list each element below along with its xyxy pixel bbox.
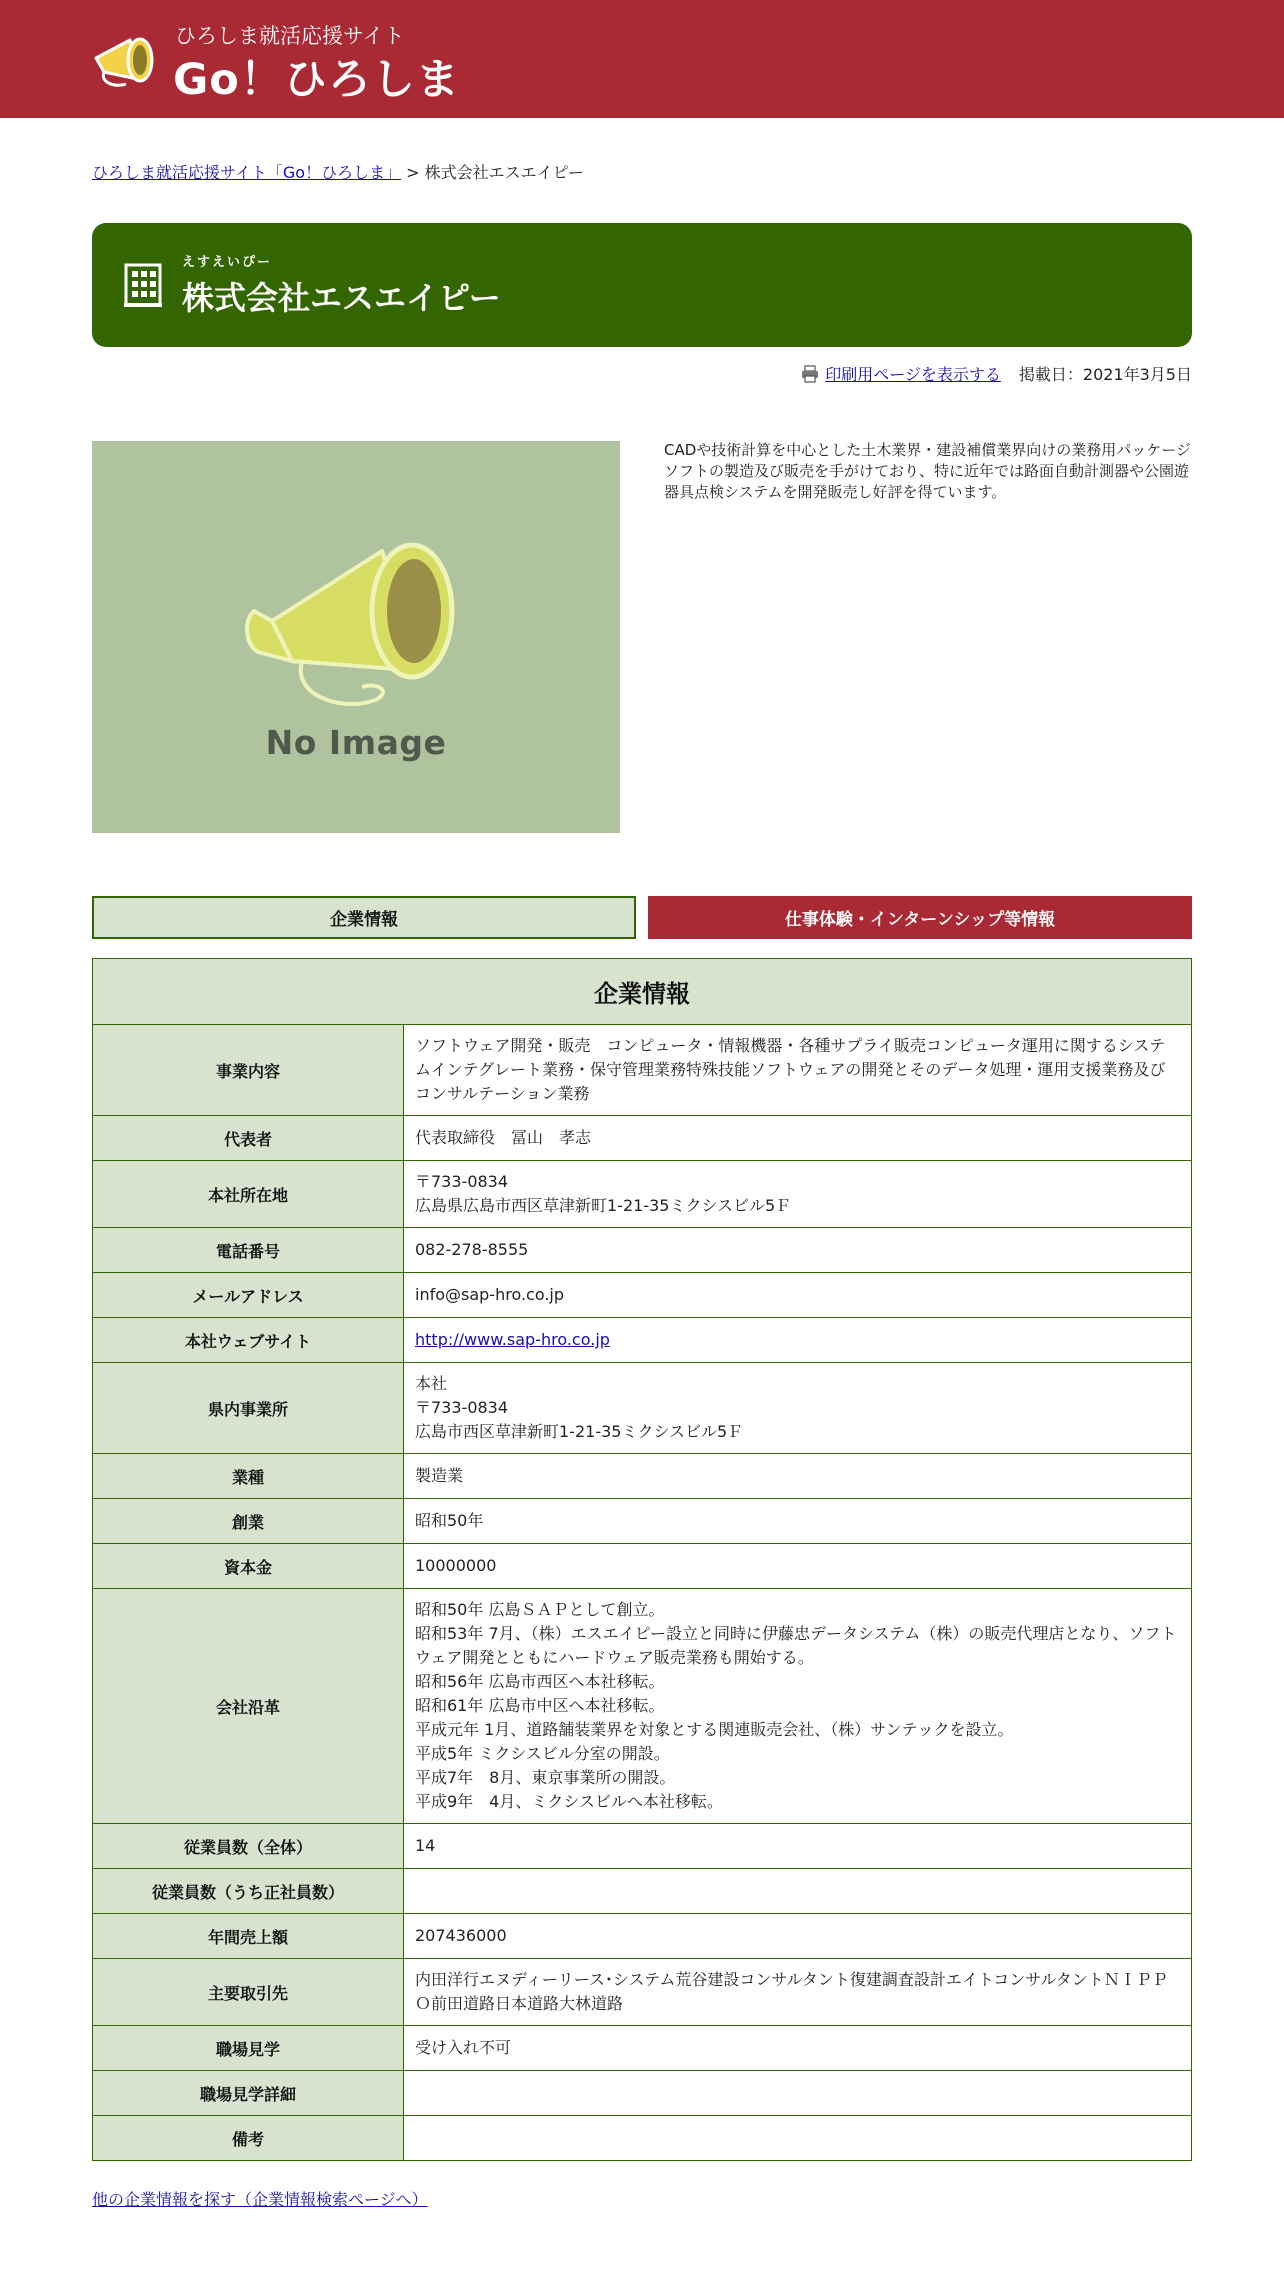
table-row — [93, 1544, 1192, 1589]
row-value — [404, 2116, 1192, 2161]
tab-company-info[interactable]: 企業情報 — [92, 896, 636, 939]
row-value — [404, 1363, 1192, 1454]
row-label: 本社ウェブサイト — [93, 1318, 404, 1363]
row-label: 電話番号 — [93, 1228, 404, 1273]
printer-icon — [801, 365, 819, 383]
row-value — [404, 1544, 1192, 1589]
table-row — [93, 1161, 1192, 1228]
row-value — [404, 1161, 1192, 1228]
company-name: 株式会社エスエイピー — [182, 279, 501, 317]
row-value-line: 内田洋行エヌディーリース･システム荒谷建設コンサルタント復建調査設計エイトコンサルタントＮＩＰＰＯ前田道路日本道路大林道路 — [415, 1970, 1168, 2013]
tab-internship-info[interactable]: 仕事体験・インターンシップ等情報 — [648, 896, 1192, 939]
row-label: 本社所在地 — [93, 1161, 404, 1228]
row-value-line: 代表取締役 冨山 孝志 — [415, 1128, 592, 1147]
row-label: 職場見学詳細 — [93, 2071, 404, 2116]
row-value-line: 昭和50年 — [415, 1511, 484, 1530]
row-value — [404, 1499, 1192, 1544]
table-row — [93, 1228, 1192, 1273]
breadcrumb — [92, 160, 584, 183]
row-value — [404, 1318, 1192, 1363]
row-value-line: ソフトウェア開発・販売 コンピュータ・情報機器・各種サプライ販売コンピュータ運用に関するシステムインテグレート業務・保守管理業務特殊技能ソフトウェアの開発とそのデータ処理・運用支援業務及びコンサルテーション業務 — [415, 1036, 1166, 1103]
table-row — [93, 1273, 1192, 1318]
table-title: 企業情報 — [93, 959, 1192, 1025]
megaphone-icon[interactable] — [90, 28, 162, 92]
row-label: 資本金 — [93, 1544, 404, 1589]
megaphone-icon — [232, 511, 492, 721]
row-value-line: 昭和50年 広島ＳＡＰとして創立。 — [415, 1600, 665, 1619]
row-label: メールアドレス — [93, 1273, 404, 1318]
row-value-line: 昭和56年 広島市西区へ本社移転。 — [415, 1672, 665, 1691]
table-row — [93, 1499, 1192, 1544]
row-value-line: 本社 — [415, 1374, 448, 1393]
row-label: 年間売上額 — [93, 1914, 404, 1959]
row-label: 従業員数（全体） — [93, 1824, 404, 1869]
site-subtitle: ひろしま就活応援サイト — [175, 24, 405, 48]
table-row — [93, 1363, 1192, 1454]
search-other-companies-link[interactable]: 他の企業情報を探す（企業情報検索ページへ） — [92, 2190, 428, 2209]
row-value — [404, 1589, 1192, 1824]
info-tabs — [92, 896, 1192, 939]
row-label: 創業 — [93, 1499, 404, 1544]
row-label: 職場見学 — [93, 2026, 404, 2071]
row-value-line: 昭和61年 広島市中区へ本社移転。 — [415, 1696, 665, 1715]
row-label: 主要取引先 — [93, 1959, 404, 2026]
row-value — [404, 1959, 1192, 2026]
table-row — [93, 1025, 1192, 1116]
row-label: 備考 — [93, 2116, 404, 2161]
site-title[interactable]: Go！ひろしま — [173, 55, 460, 105]
row-label: 県内事業所 — [93, 1363, 404, 1454]
breadcrumb-current: 株式会社エスエイピー — [424, 163, 585, 182]
table-row — [93, 1914, 1192, 1959]
company-title-bar — [92, 223, 1192, 347]
row-label: 業種 — [93, 1454, 404, 1499]
row-value — [404, 1273, 1192, 1318]
row-value-line: 広島市西区草津新町1-21-35ミクシスビル5Ｆ — [415, 1422, 744, 1441]
company-info-table — [92, 958, 1192, 2161]
table-row — [93, 1318, 1192, 1363]
company-description: CADや技術計算を中心とした土木業界・建設補償業界向けの業務用パッケージソフトの製造及び販売を手がけており、特に近年では路面自動計測器や公園遊器具点検システムを開発販売し好評を得ています。 — [664, 441, 1191, 501]
row-label: 従業員数（うち正社員数） — [93, 1869, 404, 1914]
company-name-ruby: えすえいぴー — [182, 255, 273, 270]
row-value-line: info@sap-hro.co.jp — [415, 1285, 565, 1304]
table-row — [93, 1824, 1192, 1869]
table-row — [93, 2026, 1192, 2071]
row-value-line: 207436000 — [415, 1926, 507, 1945]
breadcrumb-separator: > — [406, 163, 420, 182]
row-label: 事業内容 — [93, 1025, 404, 1116]
row-value — [404, 1824, 1192, 1869]
row-label: 会社沿革 — [93, 1589, 404, 1824]
row-value-line: 平成7年 8月、東京事業所の開設。 — [415, 1768, 676, 1787]
row-value-line: 〒733-0834 — [415, 1172, 509, 1191]
no-image-text: No Image — [265, 723, 447, 762]
row-value-line: 平成5年 ミクシスビル分室の開設。 — [415, 1744, 670, 1763]
row-value-line: 製造業 — [415, 1466, 464, 1485]
row-value-line: 14 — [415, 1836, 436, 1855]
row-value — [404, 1116, 1192, 1161]
table-row — [93, 1959, 1192, 2026]
row-value — [404, 2071, 1192, 2116]
row-value-line: 082-278-8555 — [415, 1240, 529, 1259]
table-row — [93, 1116, 1192, 1161]
table-row — [93, 1869, 1192, 1914]
site-header — [0, 0, 1284, 118]
building-icon — [124, 263, 162, 307]
table-row — [93, 2071, 1192, 2116]
row-value — [404, 1454, 1192, 1499]
table-row — [93, 1589, 1192, 1824]
row-label: 代表者 — [93, 1116, 404, 1161]
row-value — [404, 1025, 1192, 1116]
bottom-link-wrap — [92, 2187, 428, 2210]
row-value — [404, 1228, 1192, 1273]
breadcrumb-home-link[interactable]: ひろしま就活応援サイト「Go！ひろしま」 — [92, 163, 402, 182]
row-value-line: 昭和53年 7月、（株）エスエイピー設立と同時に伊藤忠データシステム（株）の販売代理店となり、ソフトウェア開発とともにハードウェア販売業務も開始する。 — [415, 1624, 1177, 1667]
row-value — [404, 2026, 1192, 2071]
website-link[interactable]: http://www.sap-hro.co.jp — [415, 1330, 610, 1349]
print-page-link[interactable]: 印刷用ページを表示する — [825, 365, 1001, 384]
company-image-placeholder — [92, 441, 620, 833]
row-value-line: 〒733-0834 — [415, 1398, 509, 1417]
table-row — [93, 2116, 1192, 2161]
row-value-line: 受け入れ不可 — [415, 2038, 512, 2057]
row-value — [404, 1914, 1192, 1959]
row-value-line: 平成9年 4月、ミクシスビルへ本社移転。 — [415, 1792, 723, 1811]
table-row — [93, 1454, 1192, 1499]
row-value-line: 平成元年 1月、道路舗装業界を対象とする関連販売会社、（株）サンテックを設立。 — [415, 1720, 1014, 1739]
row-value — [404, 1869, 1192, 1914]
row-value-line: 10000000 — [415, 1556, 497, 1575]
row-value-line: 広島県広島市西区草津新町1-21-35ミクシスビル5Ｆ — [415, 1196, 792, 1215]
posted-date: 掲載日：2021年3月5日 — [1018, 365, 1192, 384]
meta-row — [801, 362, 1192, 385]
